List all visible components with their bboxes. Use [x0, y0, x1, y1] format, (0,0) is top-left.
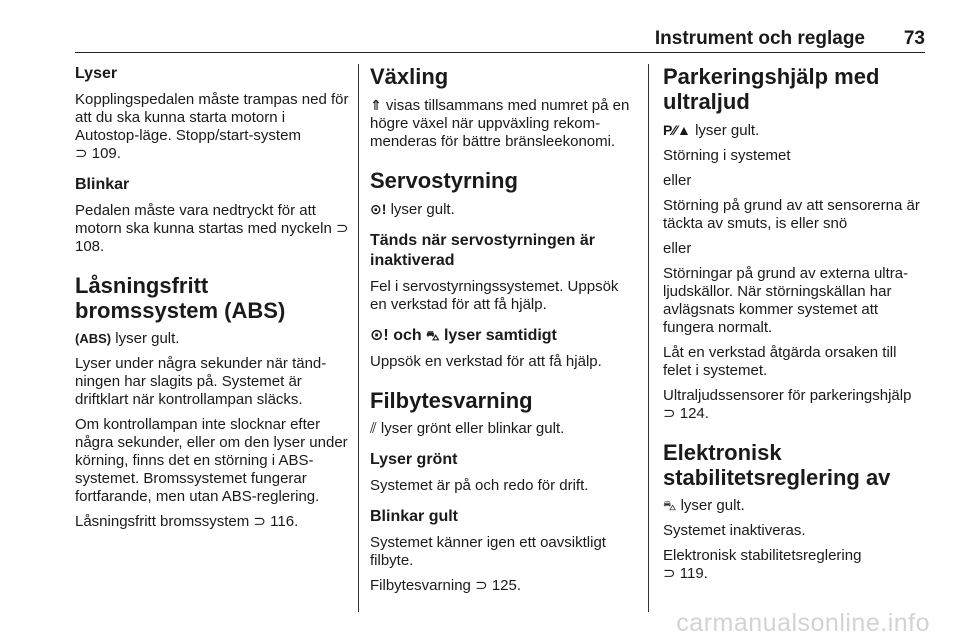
header-title: Instrument och reglage: [654, 28, 865, 49]
vaxling-heading: Växling: [370, 64, 449, 89]
filbyte-page-ref[interactable]: 125.: [491, 577, 522, 594]
smuts-text: Störning på grund av att sensorerna är täckta av smuts, is eller snö: [663, 197, 920, 232]
abs-paragraph-2: Om kontrollampan inte slocknar efter några sekunder, eller om den lyser under körning, finns det en störning i ABS-systemet. Bromssystemet fungerar fortfarande, men utan ABS-reglering.: [75, 416, 348, 505]
upshift-arrow-icon: ⇑: [370, 97, 382, 113]
servo-status: ⊙! lyser gult.: [370, 201, 455, 218]
abs-reference: Låsningsfritt bromssystem ⊃ 116.: [75, 513, 299, 530]
column-1: [75, 64, 351, 531]
filbyte-heading: Filbytesvarning: [370, 388, 533, 413]
blinkar-heading: Blinkar: [75, 176, 130, 193]
abs-heading: Låsningsfritt bromssystem (ABS): [75, 273, 286, 323]
servo-heading: Servostyrning: [370, 168, 518, 193]
page-ref-icon: ⊃: [253, 513, 266, 530]
esc-reference: Elektronisk stabilitetsreglering ⊃ 119.: [663, 547, 862, 582]
parking-sensor-icon: P⁄⁄▲: [663, 122, 691, 138]
filbyte-reference: Filbytesvarning ⊃ 125.: [370, 577, 522, 594]
page-ref-icon: ⊃: [75, 145, 88, 162]
blinkar-gult-text: Systemet känner igen ett oavsiktligt filbyte.: [370, 534, 606, 569]
page-header: [75, 28, 925, 53]
steering-warning-icon: ⊙!: [370, 201, 387, 217]
extern-text: Störningar på grund av externa ultraljudskällor. När störningskällan har avlägsnats kommer systemet att fungera normalt.: [663, 265, 909, 336]
car-icon: ⛍: [426, 328, 440, 343]
atgarda-text: Låt en verkstad åtgärda orsaken till felet i systemet.: [663, 344, 897, 379]
abs-paragraph-1: Lyser under några sekunder när tändningen har slagits på. Systemet är driftklart när kontrollampan släcks.: [75, 355, 327, 408]
page-ref-icon: ⊃: [475, 577, 488, 594]
blinkar-gult-heading: Blinkar gult: [370, 508, 459, 525]
filbyte-status: ⫽ lyser grönt eller blinkar gult.: [370, 420, 565, 437]
gront-text: Systemet är på och redo för drift.: [370, 477, 589, 494]
esc-inaktiv: Systemet inaktiveras.: [663, 522, 806, 539]
esc-page-ref[interactable]: 119.: [679, 565, 708, 582]
esc-off-icon: ⛍: [663, 498, 677, 513]
sensor-reference: Ultraljudssensorer för parkeringshjälp ⊃ 124.: [663, 387, 912, 422]
esc-status: ⛍ lyser gult.: [663, 497, 745, 514]
sensor-page-ref[interactable]: 124.: [679, 405, 709, 422]
samtidigt-heading: ⊙! och ⛍ lyser samtidigt: [370, 327, 557, 344]
lane-departure-icon: ⫽: [370, 420, 377, 437]
gront-heading: Lyser grönt: [370, 451, 458, 468]
eller-2: eller: [663, 240, 692, 257]
storning-text: Störning i systemet: [663, 147, 791, 164]
park-status: P⁄⁄▲ lyser gult.: [663, 122, 760, 139]
steering-warning-icon: ⊙!: [370, 327, 389, 344]
abs-warning-icon: (ABS): [75, 331, 112, 346]
lyser-page-ref[interactable]: 109.: [91, 145, 121, 162]
column-2: [370, 64, 632, 595]
samtidigt-text: Uppsök en verkstad för att få hjälp.: [370, 353, 602, 370]
tands-heading: Tänds när servostyrningen är inaktiverad: [370, 232, 595, 269]
page-ref-icon: ⊃: [663, 405, 676, 422]
eller-1: eller: [663, 172, 692, 189]
abs-page-ref[interactable]: 116.: [270, 513, 299, 530]
lyser-text: Kopplingspedalen måste trampas ned för att du ska kunna starta motorn i Autostop-läge. Stopp/start-system ⊃ 109.: [75, 91, 349, 162]
blinkar-page-ref[interactable]: 108.: [75, 238, 105, 255]
watermark: carmanualsonline.info: [676, 609, 930, 637]
page-number: 73: [903, 28, 925, 49]
blinkar-text: Pedalen måste vara nedtryckt för att motorn ska kunna startas med nyckeln ⊃ 108.: [75, 202, 349, 255]
esc-heading: Elektronisk stabilitetsreglering av: [663, 440, 891, 490]
column-divider-2: [648, 64, 649, 612]
page-ref-icon: ⊃: [335, 220, 349, 237]
lyser-heading: Lyser: [75, 65, 118, 82]
abs-status: (ABS) lyser gult.: [75, 330, 180, 347]
column-divider-1: [358, 64, 359, 612]
column-3: [663, 64, 925, 583]
tands-text: Fel i servostyrningssystemet. Uppsök en verkstad för att få hjälp.: [370, 278, 619, 313]
park-heading: Parkeringshjälp med ultraljud: [663, 64, 880, 114]
vaxling-text: ⇑ visas tillsammans med numret på en högre växel när uppväxling rekommenderas för bättre bränsleekonomi.: [370, 97, 630, 150]
page-ref-icon: ⊃: [663, 565, 676, 582]
